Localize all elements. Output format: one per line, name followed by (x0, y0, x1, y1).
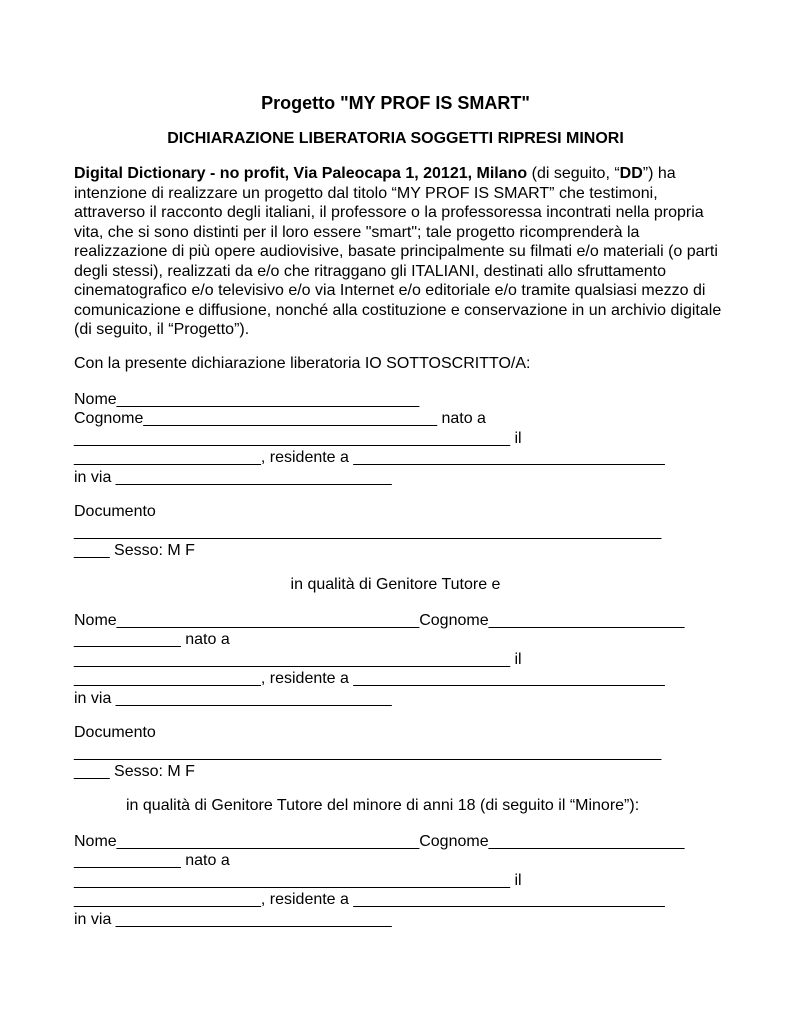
s2-documento-label: Documento (74, 724, 156, 741)
s1-via-field[interactable]: in via _______________________________ (74, 469, 392, 486)
s3-via-field[interactable]: in via _______________________________ (74, 911, 392, 928)
s2-via-field[interactable]: in via _______________________________ (74, 690, 392, 707)
intro-pre-dd: (di seguito, “ (527, 165, 620, 182)
s1-residence-field[interactable]: _____________________, residente a ___________________________________ (74, 449, 665, 466)
s2-nome-cognome-field[interactable]: Nome__________________________________Cognome______________________ (74, 612, 685, 629)
qualita-genitore-1: in qualità di Genitore Tutore e (290, 576, 501, 593)
s2-birth-field[interactable]: _________________________________________________ il (74, 651, 522, 668)
company-name: Digital Dictionary - no profit, Via Paleocapa 1, 20121, Milano (74, 165, 528, 182)
document-subtitle: DICHIARAZIONE LIBERATORIA SOGGETTI RIPRESI MINORI (167, 130, 624, 147)
s1-sesso-field[interactable]: ____ Sesso: M F (74, 542, 195, 559)
s3-birth-field[interactable]: _________________________________________________ il (74, 872, 522, 889)
s1-nome-field[interactable]: Nome__________________________________ (74, 391, 420, 408)
intro-body: ”) ha intenzione di realizzare un progetto dal titolo “MY PROF IS SMART” che testimoni, attraverso il racconto degli italiani, il professore o la professoressa incontrati nella propria vita, che si sono distinti per il loro essere "smart"; tale progetto ricomprenderà la realizzazione di più opere audiovisive, basate principalmente su filmati e/o materiali (o parti degli stessi), realizzati da e/o che ritraggano gli ITALIANI, destinati allo sfruttamento cinematografico e/o televisivo e/o via Internet e/o editoriale e/o tramite qualsiasi mezzo di comunicazione e diffusione, nonché alla costituzione e conservazione in un archivio digitale (di seguito, il “Progetto”). (74, 165, 722, 338)
s1-documento-label: Documento (74, 503, 156, 520)
s1-cognome-field[interactable]: Cognome_________________________________ nato a (74, 410, 486, 427)
s1-birth-field[interactable]: _________________________________________________ il (74, 430, 522, 447)
s3-nome-cognome-field[interactable]: Nome__________________________________Cognome______________________ (74, 833, 685, 850)
s2-residence-field[interactable]: _____________________, residente a ___________________________________ (74, 670, 665, 687)
s2-sesso-field[interactable]: ____ Sesso: M F (74, 763, 195, 780)
s3-residence-field[interactable]: _____________________, residente a ___________________________________ (74, 891, 665, 908)
qualita-genitore-minore: in qualità di Genitore Tutore del minore di anni 18 (di seguito il “Minore”): (126, 797, 640, 814)
s1-documento-field[interactable]: __________________________________________________________________ (74, 523, 662, 540)
intro-paragraph (74, 164, 724, 340)
declaration-text: Con la presente dichiarazione liberatoria IO SOTTOSCRITTO/A: (74, 355, 531, 372)
dd-abbreviation: DD (619, 165, 643, 182)
document-title: Progetto "MY PROF IS SMART" (261, 93, 530, 113)
s2-documento-field[interactable]: __________________________________________________________________ (74, 744, 662, 761)
s2-nato-field[interactable]: ____________ nato a (74, 631, 230, 648)
s3-nato-field[interactable]: ____________ nato a (74, 852, 230, 869)
